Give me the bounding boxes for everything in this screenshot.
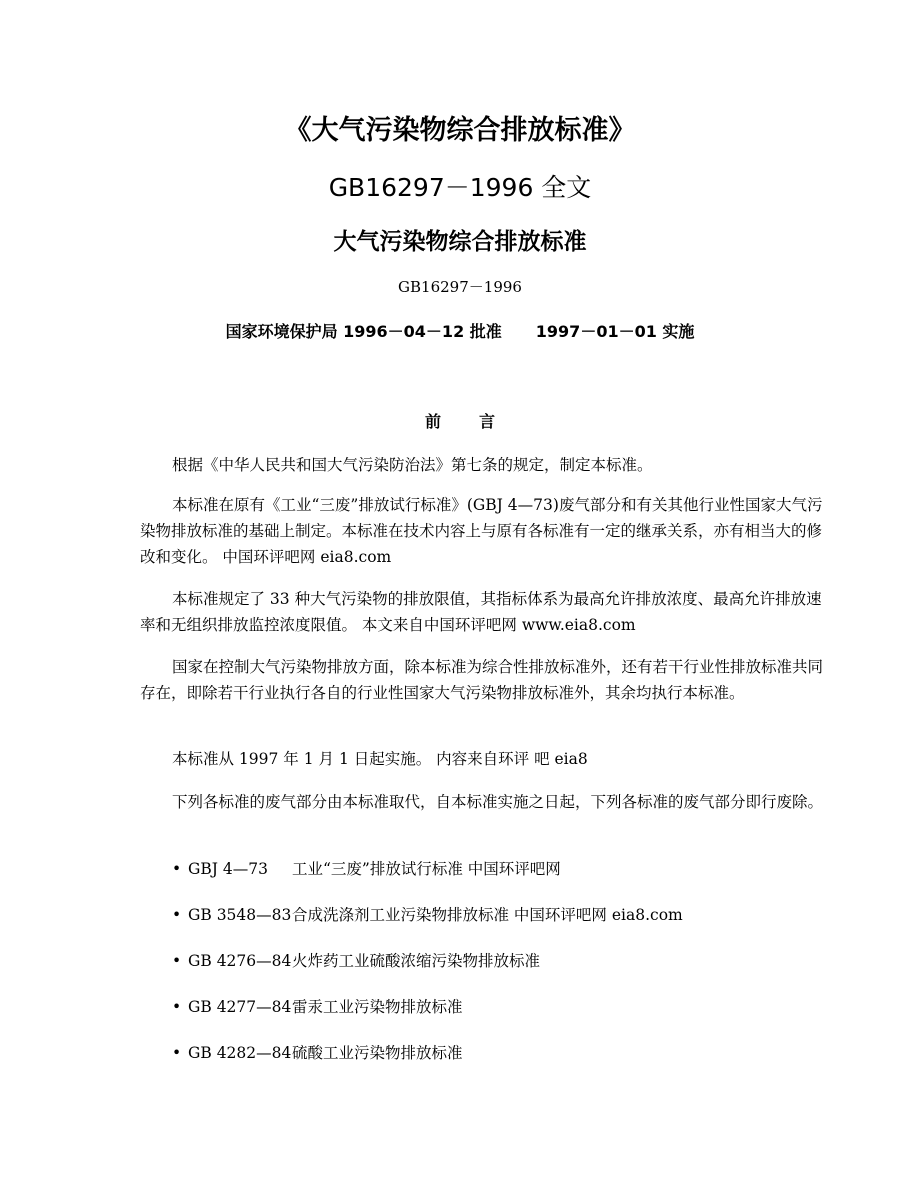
list-item [172,856,683,902]
preface-heading: 前言 [424,412,533,431]
bullet-icon: • [172,906,182,924]
standard-item-name: 硫酸工业污染物排放标准 [292,1044,463,1062]
replaced-standards-list [172,856,683,1086]
standard-title: 大气污染物综合排放标准 [333,229,587,255]
bullet-icon: • [172,952,182,970]
list-item [172,994,683,1040]
paragraph: 本标准在原有《工业“三废”排放试行标准》(GBJ 4—73)废气部分和有关其他行业性国家大气污染物排放标准的基础上制定。本标准在技术内容上与原有各标准有一定的继承关系，亦有相当大的修改和变化。 中国环评吧网 eia8.com [140,496,823,566]
effective-date: 1997－01－01 实施 [535,322,695,341]
standard-code: GB16297－1996 [398,278,522,296]
paragraph: 国家在控制大气污染物排放方面，除本标准为综合性排放标准外，还有若干行业性排放标准共同存在，即除若干行业执行各自的行业性国家大气污染物排放标准外，其余均执行本标准。 [140,658,824,702]
list-item [172,902,683,948]
standard-item-name: 火炸药工业硫酸浓缩污染物排放标准 [292,952,541,970]
standard-item-name: 工业“三废”排放试行标准 中国环评吧网 [292,860,561,878]
standard-item-code: GBJ 4—73 [188,860,268,878]
standard-item-name: 雷汞工业污染物排放标准 [292,998,463,1016]
list-item [172,1040,683,1086]
paragraph: 下列各标准的废气部分由本标准取代，自本标准实施之日起，下列各标准的废气部分即行废除。 [172,793,824,811]
standard-item-code: GB 3548—83 [188,906,292,924]
standard-item-code: GB 4277—84 [188,998,292,1016]
paragraph: 本标准从 1997 年 1 月 1 日起实施。 内容来自环评 吧 eia8 [172,750,588,768]
bullet-icon: • [172,1044,182,1062]
standard-item-code: GB 4276—84 [188,952,292,970]
standard-item-name: 合成洗涤剂工业污染物排放标准 中国环评吧网 eia8.com [292,906,683,924]
bullet-icon: • [172,860,182,878]
document-subtitle: GB16297－1996 全文 [328,173,592,202]
issue-info [0,319,920,342]
document-title: 《大气污染物综合排放标准》 [284,115,636,146]
bullet-icon: • [172,998,182,1016]
paragraph: 根据《中华人民共和国大气污染防治法》第七条的规定，制定本标准。 [172,456,653,474]
list-item [172,948,683,994]
paragraph: 本标准规定了 33 种大气污染物的排放限值，其指标体系为最高允许排放浓度、最高允许排放速率和无组织排放监控浓度限值。 本文来自中国环评吧网 www.eia8.com [140,590,822,634]
standard-item-code: GB 4282—84 [188,1044,292,1062]
approval-date: 国家环境保护局 1996－04－12 批准 [225,322,502,341]
